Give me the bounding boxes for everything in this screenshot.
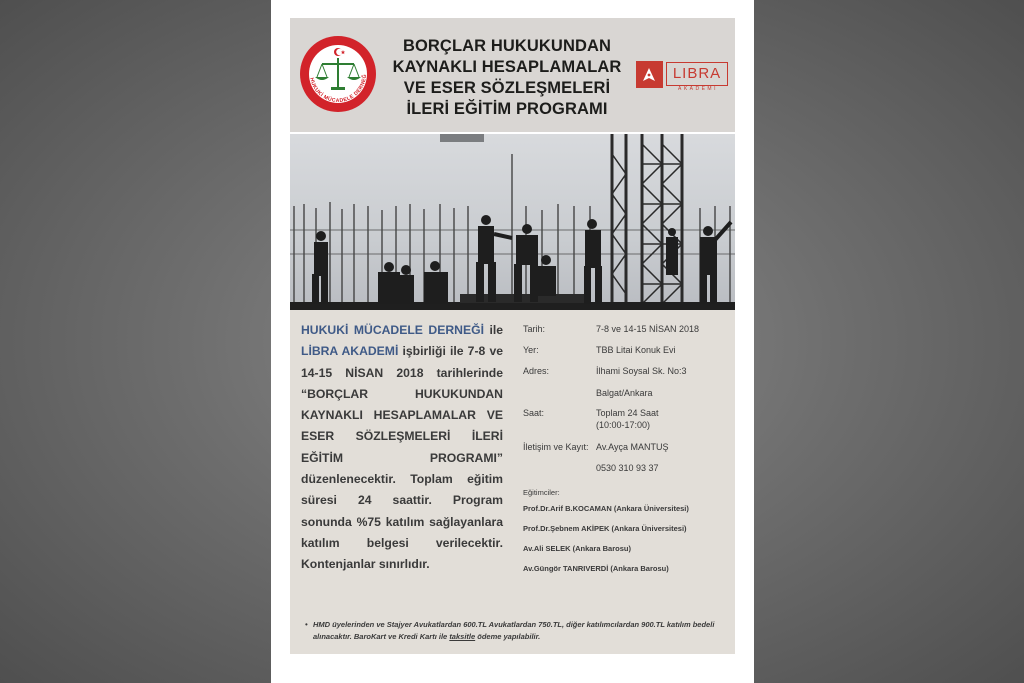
contact-label: İletişim ve Kayıt: — [523, 442, 589, 452]
title-line-2: KAYNAKLI HESAPLAMALAR — [392, 58, 622, 76]
address-line-2: Balgat/Ankara — [596, 388, 653, 398]
hukuki-mucadele-logo — [300, 36, 376, 112]
org-name-libra: LİBRA AKADEMİ — [301, 344, 399, 359]
address-line-1: İlhami Soysal Sk. No:3 — [596, 366, 687, 376]
place-value: TBB Litai Konuk Evi — [596, 345, 676, 355]
trainer-item: Prof.Dr.Şebnem AKİPEK (Ankara Üniversitesi) — [523, 524, 687, 533]
libra-akademi-logo — [636, 54, 728, 94]
contact-phone: 0530 310 93 37 — [596, 463, 659, 473]
trainers-heading: Eğitimciler: — [523, 488, 560, 497]
intro-paragraph — [301, 320, 503, 576]
time-total: Toplam 24 Saat — [596, 408, 659, 418]
footnote-text: HMD üyelerinden ve Stajyer Avukatlardan 600.TL Avukatlardan 750.TL, diğer katılımcılardan 900.TL katılım bedeli alınacaktır. BaroKart ve Kredi Kartı ile — [313, 620, 715, 641]
time-label: Saat: — [523, 408, 545, 418]
libra-wordmark: LIBRA — [666, 62, 728, 86]
page-title — [382, 36, 632, 120]
title-line-1: BORÇLAR HUKUKUNDAN — [402, 37, 612, 55]
svg-text:HUKUKİ MÜCADELE DERNEĞİ — [300, 36, 368, 104]
trainer-item: Av.Güngör TANRIVERDİ (Ankara Barosu) — [523, 564, 669, 573]
pen-nib-icon — [636, 61, 663, 88]
footnote-end: ödeme yapılabilir. — [475, 632, 541, 641]
title-line-3: VE ESER SÖZLEŞMELERİ — [403, 79, 611, 97]
place-label: Yer: — [523, 345, 539, 355]
footnote-underlined: taksitle — [449, 632, 476, 641]
title-line-4: İLERİ EĞİTİM PROGRAMI — [406, 100, 608, 118]
org-name-hmd: HUKUKİ MÜCADELE DERNEĞİ — [301, 323, 484, 337]
date-value: 7-8 ve 14-15 NİSAN 2018 — [596, 324, 700, 334]
contact-name: Av.Ayça MANTUŞ — [596, 442, 669, 452]
footnote-bullet: • — [305, 620, 308, 629]
construction-photo — [290, 134, 735, 310]
intro-body: işbirliği ile 7-8 ve 14-15 NİSAN 2018 tarihlerinde “BORÇLAR HUKUKUNDAN KAYNAKLI HESAPLAMALAR VE ESER SÖZLEŞMELERİ İLERİ EĞİTİM PROGRAMI” düzenlenecektir. Toplam eğitim süresi 24 saattir. Program sonunda %75 katılım sağlayanlara katılım belgesi verilecektir. Kontenjanlar sınırlıdır. — [301, 344, 504, 572]
address-label: Adres: — [523, 366, 550, 376]
trainer-item: Av.Ali SELEK (Ankara Barosu) — [523, 544, 631, 553]
intro-connector: ile — [483, 323, 503, 337]
time-hours: (10:00-17:00) — [596, 420, 651, 430]
fee-footnote — [313, 619, 718, 643]
construction-workers-silhouette-icon — [290, 134, 735, 310]
trainer-item: Prof.Dr.Arif B.KOCAMAN (Ankara Üniversitesi) — [523, 504, 689, 513]
scales-of-justice-icon — [300, 36, 376, 112]
logo-ring-text: HUKUKİ MÜCADELE DERNEĞ — [308, 73, 369, 105]
date-label: Tarih: — [523, 324, 546, 334]
libra-subtitle: AKADEMİ — [677, 86, 718, 92]
